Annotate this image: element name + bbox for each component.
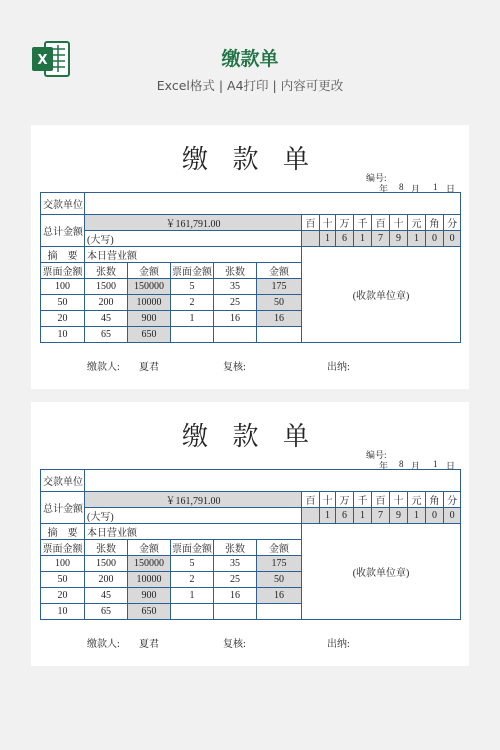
- digit-cell[interactable]: 1: [408, 508, 426, 524]
- digit-cell[interactable]: 1: [320, 231, 336, 247]
- denomination-cell[interactable]: 5: [171, 279, 214, 295]
- digit-cell[interactable]: 0: [426, 231, 444, 247]
- amount-cell[interactable]: 150000: [128, 556, 171, 572]
- amount-cell[interactable]: 900: [128, 588, 171, 604]
- digit-cell[interactable]: 1: [320, 508, 336, 524]
- date-day-label: 日: [446, 184, 456, 194]
- denomination-cell[interactable]: 50: [41, 295, 85, 311]
- digit-header: 百: [372, 492, 390, 508]
- digit-header: 千: [354, 492, 372, 508]
- count-cell[interactable]: 200: [85, 295, 128, 311]
- reviewer-label: 复核:: [223, 362, 246, 373]
- summary-value[interactable]: 本日营业额: [85, 247, 302, 263]
- digit-cell[interactable]: 0: [444, 231, 461, 247]
- payer-unit-label: 交款单位: [41, 193, 85, 215]
- column-header: 票面金额: [171, 263, 214, 279]
- summary-label: 摘 要: [41, 524, 85, 540]
- denomination-cell[interactable]: 20: [41, 311, 85, 327]
- denomination-cell[interactable]: 5: [171, 556, 214, 572]
- denomination-cell[interactable]: 100: [41, 556, 85, 572]
- amount-cell[interactable]: 10000: [128, 572, 171, 588]
- denomination-cell[interactable]: [171, 604, 214, 620]
- date-day-value: 1: [433, 182, 438, 192]
- digit-header: 角: [426, 215, 444, 231]
- cashier-label: 出纳:: [327, 639, 350, 650]
- count-cell[interactable]: 25: [214, 572, 257, 588]
- count-cell[interactable]: 1500: [85, 556, 128, 572]
- capital-amount-label: (大写): [85, 231, 302, 247]
- digit-header: 元: [408, 492, 426, 508]
- digit-header: 十: [320, 492, 336, 508]
- count-cell[interactable]: 45: [85, 588, 128, 604]
- count-cell[interactable]: 25: [214, 295, 257, 311]
- number-label: 编号:: [366, 173, 387, 183]
- digit-cell[interactable]: 9: [390, 508, 408, 524]
- amount-cell[interactable]: 175: [257, 279, 302, 295]
- amount-cell[interactable]: 900: [128, 311, 171, 327]
- svg-text:X: X: [37, 53, 48, 68]
- digit-header: 百: [302, 492, 320, 508]
- summary-value[interactable]: 本日营业额: [85, 524, 302, 540]
- date-month-value: 8: [399, 459, 404, 469]
- capital-amount-label: (大写): [85, 508, 302, 524]
- denomination-cell[interactable]: 10: [41, 327, 85, 343]
- denomination-cell[interactable]: 100: [41, 279, 85, 295]
- digit-cell[interactable]: 1: [354, 231, 372, 247]
- count-cell[interactable]: 1500: [85, 279, 128, 295]
- page-title: 缴款单: [221, 48, 279, 70]
- amount-cell[interactable]: 16: [257, 311, 302, 327]
- date-month-value: 8: [399, 182, 404, 192]
- amount-cell[interactable]: 650: [128, 327, 171, 343]
- date-month-label: 月: [411, 461, 421, 471]
- denomination-cell[interactable]: 20: [41, 588, 85, 604]
- denomination-cell[interactable]: 2: [171, 572, 214, 588]
- payer-person-value[interactable]: 夏君: [139, 639, 159, 650]
- digit-header: 分: [444, 215, 461, 231]
- receiving-unit-stamp: (收款单位章): [302, 247, 461, 343]
- denomination-cell[interactable]: 2: [171, 295, 214, 311]
- column-header: 张数: [214, 263, 257, 279]
- count-cell[interactable]: 65: [85, 604, 128, 620]
- digit-header: 分: [444, 492, 461, 508]
- reviewer-label: 复核:: [223, 639, 246, 650]
- count-cell[interactable]: 65: [85, 327, 128, 343]
- count-cell[interactable]: [214, 327, 257, 343]
- digit-cell[interactable]: 1: [408, 231, 426, 247]
- denomination-cell[interactable]: 10: [41, 604, 85, 620]
- page-subtitle: Excel格式 | A4打印 | 内容可更改: [156, 78, 344, 93]
- total-amount-value[interactable]: ￥161,791.00: [85, 492, 302, 508]
- payer-unit-label: 交款单位: [41, 470, 85, 492]
- amount-cell[interactable]: 10000: [128, 295, 171, 311]
- total-amount-value[interactable]: ￥161,791.00: [85, 215, 302, 231]
- count-cell[interactable]: 45: [85, 311, 128, 327]
- receiving-unit-stamp: (收款单位章): [302, 524, 461, 620]
- date-month-label: 月: [411, 184, 421, 194]
- denomination-cell[interactable]: 1: [171, 588, 214, 604]
- column-header: 金额: [128, 540, 171, 556]
- digit-header: 十: [390, 492, 408, 508]
- amount-cell[interactable]: 16: [257, 588, 302, 604]
- payer-unit-field[interactable]: [85, 193, 461, 215]
- payer-unit-field[interactable]: [85, 470, 461, 492]
- date-day-label: 日: [446, 461, 456, 471]
- column-header: 票面金额: [41, 540, 85, 556]
- column-header: 张数: [85, 263, 128, 279]
- payer-person-value[interactable]: 夏君: [139, 362, 159, 373]
- amount-cell[interactable]: 650: [128, 604, 171, 620]
- digit-cell[interactable]: 6: [336, 508, 354, 524]
- total-amount-label: 总计金额: [41, 492, 85, 524]
- cashier-label: 出纳:: [327, 362, 350, 373]
- digit-cell[interactable]: 7: [372, 231, 390, 247]
- date-year-label: 年: [379, 184, 389, 194]
- count-cell[interactable]: [214, 604, 257, 620]
- digit-cell[interactable]: 0: [444, 508, 461, 524]
- digit-cell[interactable]: [302, 508, 320, 524]
- digit-cell[interactable]: 7: [372, 508, 390, 524]
- amount-cell[interactable]: 50: [257, 572, 302, 588]
- column-header: 票面金额: [41, 263, 85, 279]
- digit-header: 万: [336, 492, 354, 508]
- denomination-cell[interactable]: [171, 327, 214, 343]
- column-header: 金额: [257, 540, 302, 556]
- payment-form-table: [40, 192, 461, 343]
- payment-form-table: [40, 469, 461, 620]
- amount-cell[interactable]: 50: [257, 295, 302, 311]
- payer-person-label: 缴款人:: [87, 362, 120, 373]
- digit-header: 百: [372, 215, 390, 231]
- column-header: 金额: [257, 263, 302, 279]
- column-header: 张数: [85, 540, 128, 556]
- digit-header: 十: [390, 215, 408, 231]
- denomination-cell[interactable]: 50: [41, 572, 85, 588]
- amount-cell[interactable]: 150000: [128, 279, 171, 295]
- denomination-cell[interactable]: 1: [171, 311, 214, 327]
- amount-cell[interactable]: 175: [257, 556, 302, 572]
- date-day-value: 1: [433, 459, 438, 469]
- digit-cell[interactable]: 9: [390, 231, 408, 247]
- digit-header: 千: [354, 215, 372, 231]
- digit-header: 万: [336, 215, 354, 231]
- digit-header: 百: [302, 215, 320, 231]
- number-label: 编号:: [366, 450, 387, 460]
- count-cell[interactable]: 35: [214, 556, 257, 572]
- page-header: [0, 0, 500, 110]
- form-sheet-1: [31, 125, 469, 389]
- form-sheet-2: [31, 402, 469, 666]
- amount-cell[interactable]: [257, 327, 302, 343]
- column-header: 金额: [128, 263, 171, 279]
- summary-label: 摘 要: [41, 247, 85, 263]
- form-title: 缴 款 单: [181, 145, 318, 174]
- form-title: 缴 款 单: [181, 422, 318, 451]
- digit-header: 十: [320, 215, 336, 231]
- digit-cell[interactable]: 6: [336, 231, 354, 247]
- amount-cell[interactable]: [257, 604, 302, 620]
- digit-header: 角: [426, 492, 444, 508]
- count-cell[interactable]: 16: [214, 588, 257, 604]
- total-amount-label: 总计金额: [41, 215, 85, 247]
- payer-person-label: 缴款人:: [87, 639, 120, 650]
- digit-cell[interactable]: 0: [426, 508, 444, 524]
- count-cell[interactable]: 35: [214, 279, 257, 295]
- digit-cell[interactable]: [302, 231, 320, 247]
- column-header: 张数: [214, 540, 257, 556]
- digit-cell[interactable]: 1: [354, 508, 372, 524]
- count-cell[interactable]: 16: [214, 311, 257, 327]
- column-header: 票面金额: [171, 540, 214, 556]
- digit-header: 元: [408, 215, 426, 231]
- count-cell[interactable]: 200: [85, 572, 128, 588]
- date-year-label: 年: [379, 461, 389, 471]
